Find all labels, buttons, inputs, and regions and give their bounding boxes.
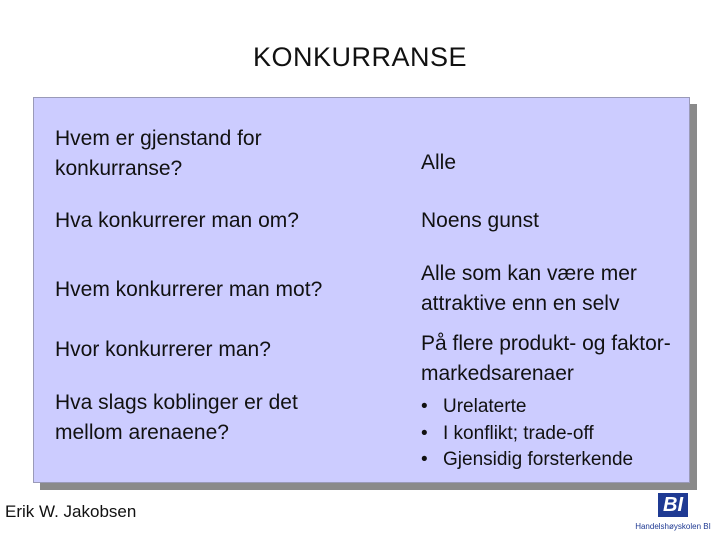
- linkage-bullet-list: [421, 394, 633, 474]
- bullet-dot-icon: •: [421, 396, 428, 417]
- answer-3: Alle som kan være mer attraktive enn en selv: [421, 262, 637, 315]
- bi-logo-name: Handelshøyskolen BI: [635, 522, 711, 531]
- answer-1: Alle: [421, 151, 457, 174]
- question-4: Hvor konkurrerer man?: [55, 338, 271, 361]
- bullet-dot-icon: •: [421, 422, 428, 444]
- bi-logo: [630, 493, 716, 537]
- bullet-item: [421, 394, 633, 421]
- bullet-item: [421, 447, 633, 474]
- bullet-dot-icon: •: [421, 449, 428, 470]
- bullet-text: Gjensidig forsterkende: [443, 449, 634, 470]
- slide-title: KONKURRANSE: [252, 42, 468, 72]
- question-3: Hvem konkurrerer man mot?: [55, 278, 323, 301]
- answer-4: På flere produkt- og faktor-markedsarenaer: [421, 332, 671, 385]
- bi-logo-mark: BI: [658, 493, 688, 517]
- bullet-text: I konflikt; trade-off: [443, 422, 594, 444]
- answer-2: Noens gunst: [421, 209, 539, 232]
- question-2: Hva konkurrerer man om?: [55, 209, 299, 232]
- question-5: Hva slags koblinger er det mellom arenaene?: [55, 391, 298, 444]
- bullet-text: Urelaterte: [443, 396, 527, 417]
- author-name: Erik W. Jakobsen: [5, 502, 137, 521]
- bullet-item: [421, 421, 633, 448]
- question-1: Hvem er gjenstand for konkurranse?: [55, 127, 262, 180]
